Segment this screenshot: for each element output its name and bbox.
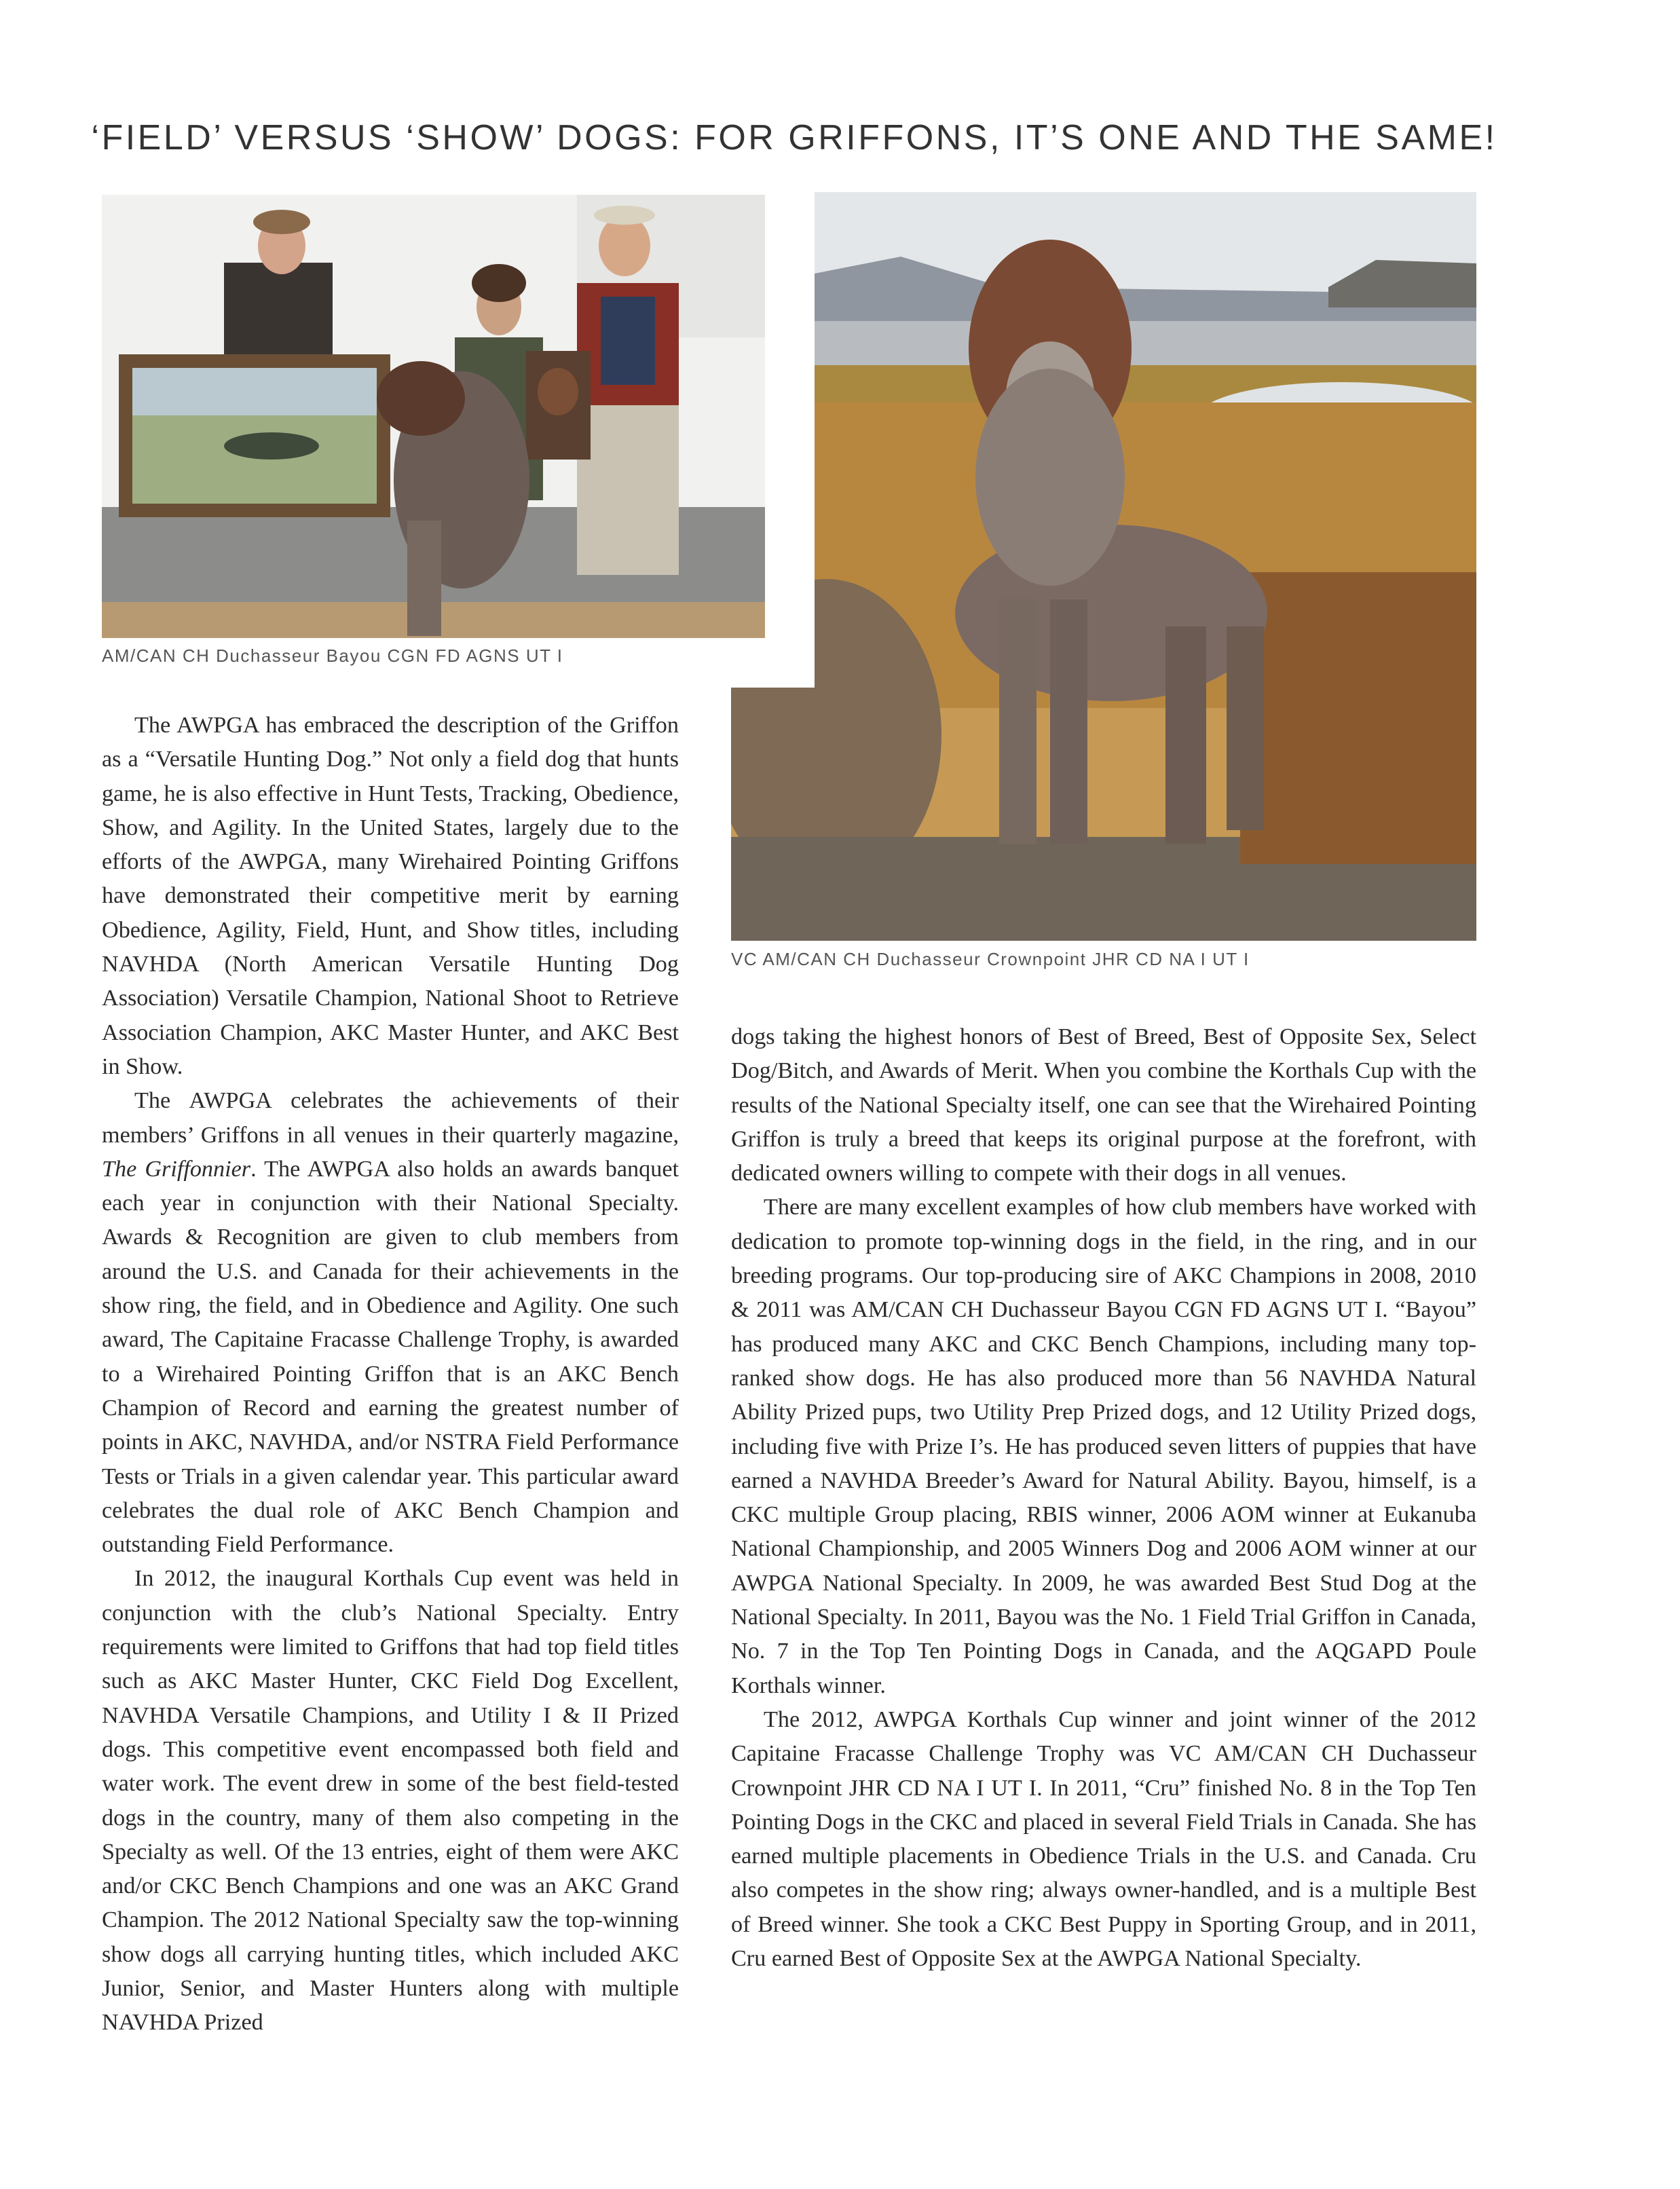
article-column-right xyxy=(731,1020,1476,1976)
award-ceremony-image xyxy=(102,195,765,638)
paragraph-text: . The AWPGA also holds an awards banquet each year in conjunction with their National Specialty. Awards & Recognition are given to club members from around the U.S. and Canada for their achievements in the show ring, the field, and in Obedience and Agility. One such award, The Capitaine Fracasse Challenge Trophy, is awarded to a Wirehaired Pointing Griffon that is an AKC Bench Champion of Record and earning the greatest number of points in AKC, NAVHDA, and/or NSTRA Field Performance Tests or Trials in a given calendar year. This particular award celebrates the dual role of AKC Bench Champion and outstanding Field Performance. xyxy=(102,1156,679,1558)
article-column-left xyxy=(102,709,679,2040)
body-paragraph-continued: dogs taking the highest honors of Best of Breed, Best of Opposite Sex, Select Dog/Bitch, and Awards of Merit. When you combine the Korthals Cup with the results of the National Specialty itself, one can see that the Wirehaired Pointing Griffon is truly a breed that keeps its original purpose at the forefront, with dedicated owners willing to compete with their dogs in all venues. xyxy=(731,1024,1476,1186)
article-title: ‘FIELD’ VERSUS ‘SHOW’ DOGS: FOR GRIFFONS, IT’S ONE AND THE SAME! xyxy=(91,117,1497,157)
griffon-field-image xyxy=(731,192,1476,941)
body-paragraph xyxy=(102,1084,679,1562)
griffon-field-photo xyxy=(731,192,1476,941)
body-paragraph: In 2012, the inaugural Korthals Cup event was held in conjunction with the club’s National Specialty. Entry requirements were limited to Griffons that had top field titles such as AKC Master Hunter, CKC Field Dog Excellent, NAVHDA Versatile Champions, and Utility I & II Prized dogs. This competitive event encompassed both field and water work. The event drew in some of the best field-tested dogs in the country, many of them also competing in the Specialty as well. Of the 13 entries, eight of them were AKC and/or CKC Bench Champions and one was an AKC Grand Champion. The 2012 National Specialty saw the top-winning show dogs all carrying hunting titles, which included AKC Junior, Senior, and Master Hunters along with multiple NAVHDA Prized xyxy=(102,1566,679,2036)
award-photo-caption: AM/CAN CH Duchasseur Bayou CGN FD AGNS UT I xyxy=(102,646,563,666)
field-photo-caption: VC AM/CAN CH Duchasseur Crownpoint JHR CD NA I UT I xyxy=(731,949,1250,969)
magazine-title: The Griffonnier xyxy=(102,1156,251,1182)
award-ceremony-photo xyxy=(102,195,765,638)
body-paragraph: There are many excellent examples of how club members have worked with dedication to promote top-winning dogs in the field, in the ring, and in our breeding programs. Our top-producing sire of AKC Champions in 2008, 2010 & 2011 was AM/CAN CH Duchasseur Bayou CGN FD AGNS UT I. “Bayou” has produced many AKC and CKC Bench Champions, including many top-ranked show dogs. He has also produced more than 56 NAVHDA Natural Ability Prized pups, two Utility Prep Prized dogs, and 12 Utility Prized dogs, including five with Prize I’s. He has produced seven litters of puppies that have earned a NAVHDA Breeder’s Award for Natural Ability. Bayou, himself, is a CKC multiple Group placing, RBIS winner, 2006 AOM winner at Eukanuba National Championship, and 2005 Winners Dog and 2006 AOM winner at our AWPGA National Specialty. In 2009, he was awarded Best Stud Dog at the National Specialty. In 2011, Bayou was the No. 1 Field Trial Griffon in Canada, No. 7 in the Top Ten Pointing Dogs in Canada, and the AQGAPD Poule Korthals winner. xyxy=(731,1195,1476,1698)
body-paragraph: The 2012, AWPGA Korthals Cup winner and joint winner of the 2012 Capitaine Fracasse Challenge Trophy was VC AM/CAN CH Duchasseur Crownpoint JHR CD NA I UT I. In 2011, “Cru” finished No. 8 in the Top Ten Pointing Dogs in the CKC and placed in several Field Trials in Canada. She has earned multiple placements in Obedience Trials in the U.S. and Canada. Cru also competes in the show ring; always owner-handled, and is a multiple Best of Breed winner. She took a CKC Best Puppy in Sporting Group, and in 2011, Cru earned Best of Opposite Sex at the AWPGA National Specialty. xyxy=(731,1706,1476,1972)
paragraph-text: The AWPGA celebrates the achievements of their members’ Griffons in all venues in their quarterly magazine, xyxy=(102,1088,679,1148)
body-paragraph: The AWPGA has embraced the description of the Griffon as a “Versatile Hunting Dog.” Not only a field dog that hunts game, he is also effective in Hunt Tests, Tracking, Obedience, Show, and Agility. In the United States, largely due to the efforts of the AWPGA, many Wirehaired Pointing Griffons have demonstrated their competitive merit by earning Obedience, Agility, Field, Hunt, and Show titles, including NAVHDA (North American Versatile Hunting Dog Association) Versatile Champion, National Shoot to Retrieve Association Champion, AKC Master Hunter, and AKC Best in Show. xyxy=(102,713,679,1079)
